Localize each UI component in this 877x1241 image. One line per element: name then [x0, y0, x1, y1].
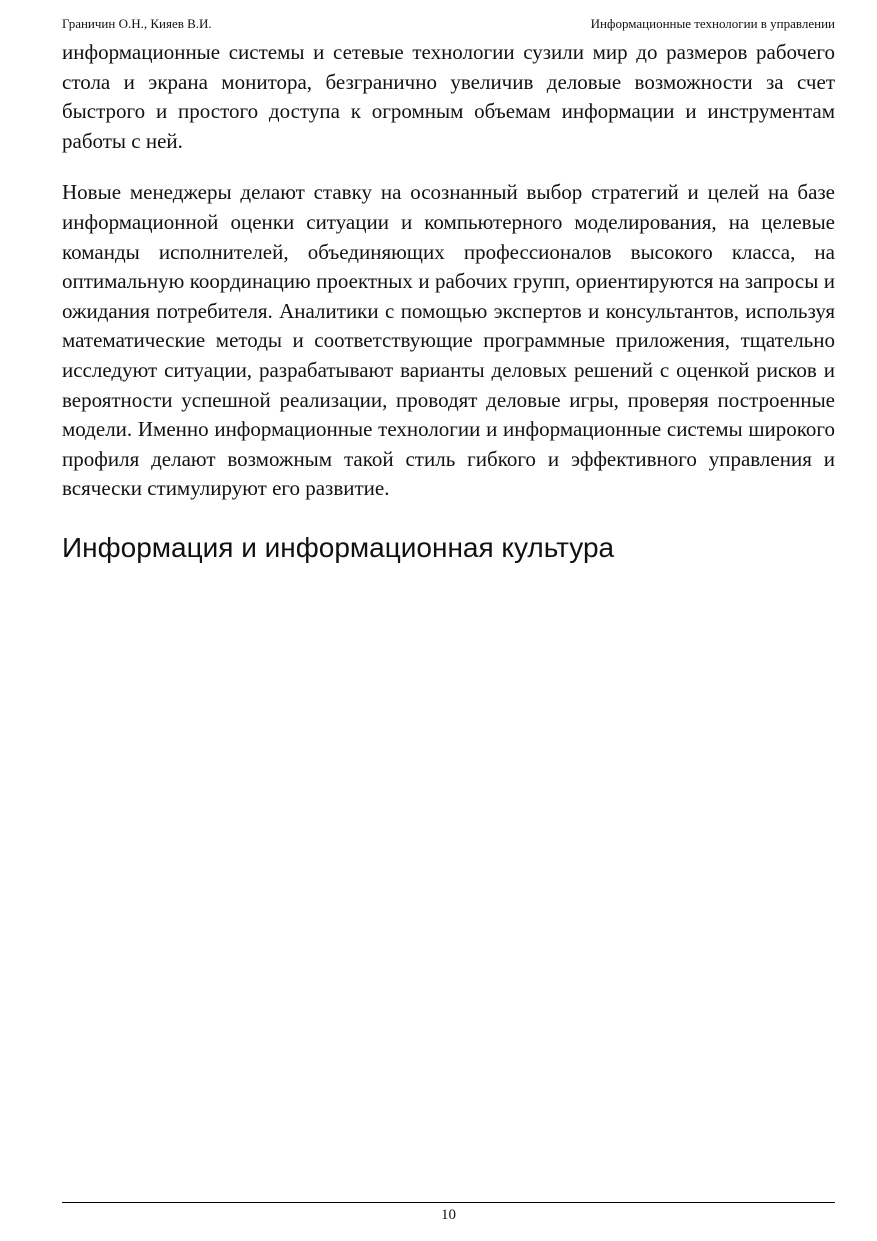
header-book-title: Информационные технологии в управлении [590, 16, 835, 31]
body-paragraph: Новые менеджеры делают ставку на осознанный выбор стратегий и целей на базе информационной оценки ситуации и компьютерного моделирования, на целевые команды исполнителей, объединяющих профессионалов высокого класса, на оптимальную координацию проектных и рабочих групп, ориентируются на запросы и ожидания потребителя. Аналитики с помощью экспертов и консультантов, используя математические методы и соответствующие программные приложения, тщательно исследуют ситуации, разрабатывают варианты деловых решений с оценкой рисков и вероятности успешной реализации, проводят деловые игры, проверяя построенные модели. Именно информационные технологии и информационные системы широкого профиля делают возможным такой стиль гибкого и эффективного управления и всячески стимулируют его развитие. [62, 180, 835, 501]
page-body [62, 38, 835, 568]
running-header [62, 15, 835, 33]
section-heading: Информация и информационная культура [62, 531, 615, 563]
body-paragraph: информационные системы и сетевые технологии сузили мир до размеров рабочего стола и экрана монитора, безгранично увеличив деловые возможности за счет быстрого и простого доступа к огромным объемам информации и инструментам работы с ней. [62, 40, 835, 153]
page-number: 10 [441, 1207, 456, 1223]
header-authors: Граничин О.Н., Кияев В.И. [62, 16, 212, 31]
footer-divider [62, 1202, 835, 1203]
